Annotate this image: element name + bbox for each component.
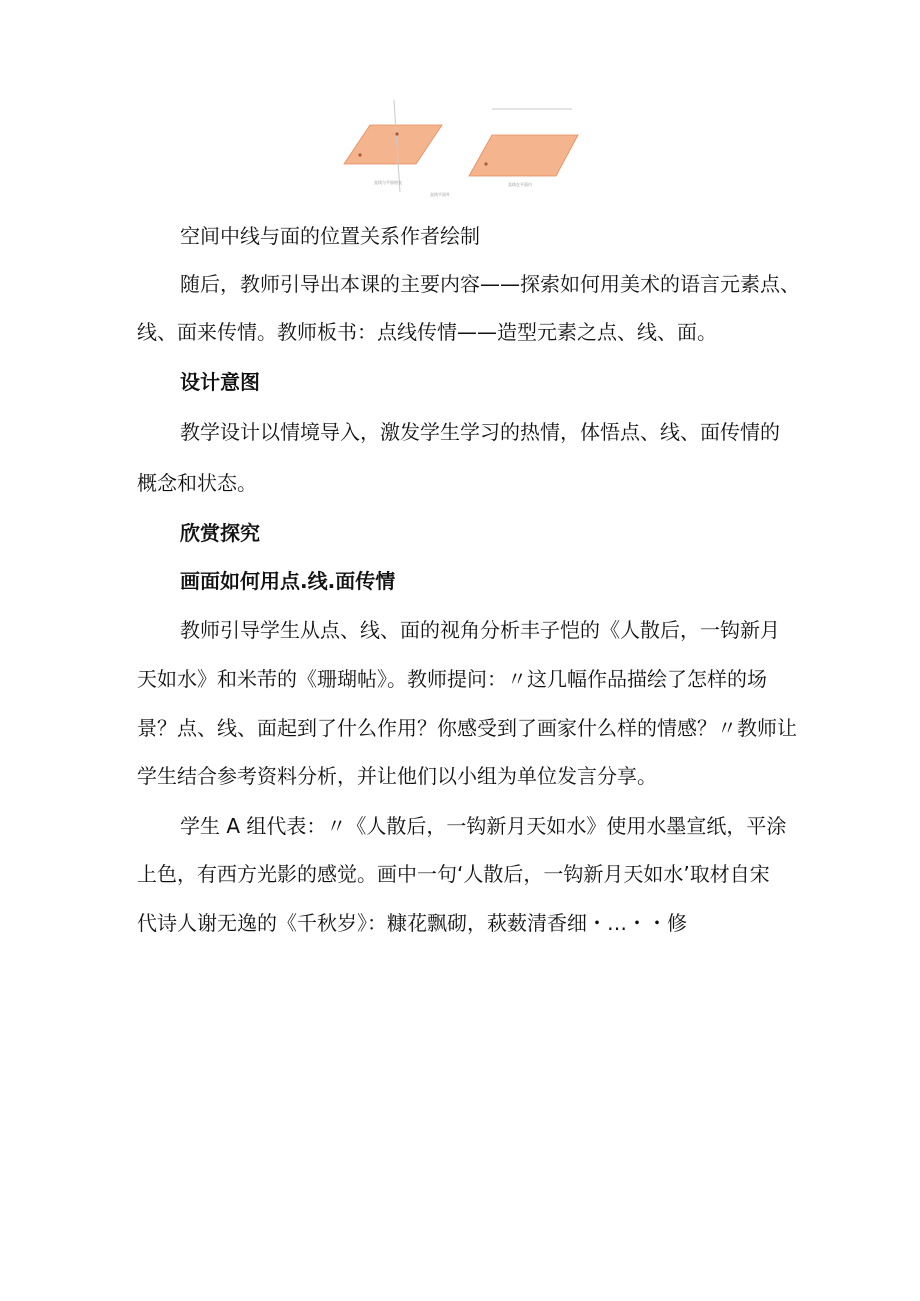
point-right xyxy=(484,162,487,165)
figure-label-inside: 直线在平面内 xyxy=(508,182,532,187)
heading-design-intent: 设计意图 xyxy=(180,370,260,394)
figure-label-intersect: 直线与平面相交 xyxy=(374,180,402,185)
para4-line3: 代诗人谢无逸的《千秋岁》：糠花飘砌，萩薮清香细・…・・修 xyxy=(137,911,687,935)
plane-left xyxy=(344,125,442,164)
para4-line1: 学生 A 组代表：〃《人散后，一钩新月天如水》使用水墨宣纸，平涂 xyxy=(180,814,787,838)
para4-line2: 上色，有西方光影的感觉。画中一句‘人散后，一钩新月天如水’取材自宋 xyxy=(137,862,770,886)
heading-appreciate: 欣赏探究 xyxy=(180,521,260,545)
plane-right xyxy=(469,135,578,176)
para1-line2: 线、面来传情。教师板书：点线传情——造型元素之点、线、面。 xyxy=(137,320,717,344)
para3-line1: 教师引导学生从点、线、面的视角分析丰子恺的《人散后，一钩新月 xyxy=(180,618,780,642)
figure-caption: 空间中线与面的位置关系作者绘制 xyxy=(180,224,480,248)
line-plane-diagram xyxy=(338,92,588,204)
line-plane-figure xyxy=(338,92,588,204)
figure-label-outside: 直线平面外 xyxy=(430,192,450,197)
heading-how: 画面如何用点.线.面传情 xyxy=(180,569,396,593)
para2-line2: 概念和状态。 xyxy=(137,471,257,495)
point-left-a xyxy=(358,153,361,156)
point-left-b xyxy=(395,132,398,135)
para3-line2: 天如水》和米芾的《珊瑚帖》。教师提问：〃这几幅作品描绘了怎样的场 xyxy=(137,667,767,691)
para3-line4: 学生结合参考资料分析，并让他们以小组为单位发言分享。 xyxy=(137,764,657,788)
para3-line3: 景？点、线、面起到了什么作用？你感受到了画家什么样的情感？〃教师让 xyxy=(137,716,797,740)
para1-line1: 随后，教师引导出本课的主要内容——探索如何用美术的语言元素点、 xyxy=(180,272,800,296)
para2-line1: 教学设计以情境导入，激发学生学习的热情，体悟点、线、面传情的 xyxy=(180,420,780,444)
